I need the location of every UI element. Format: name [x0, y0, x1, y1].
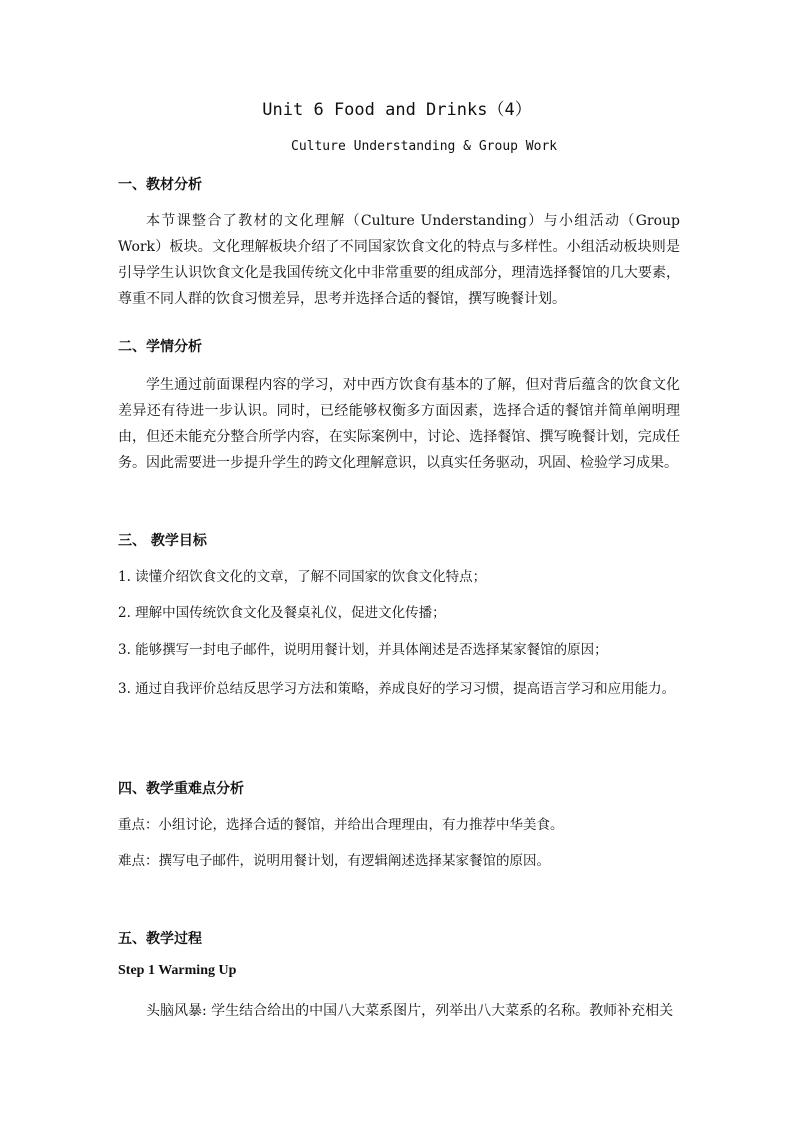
section-heading-key-points: 四、教学重难点分析: [118, 781, 244, 797]
section-heading-teaching-goals: 三、 教学目标: [118, 533, 207, 549]
goal-item-4: 3. 通过自我评价总结反思学习方法和策略，养成良好的学习习惯，提高语言学习和应用能力。: [118, 681, 676, 697]
document-title: Unit 6 Food and Drinks（4）: [262, 100, 532, 120]
section-heading-teaching-process: 五、教学过程: [118, 931, 202, 947]
document-subtitle: Culture Understanding & Group Work: [291, 139, 558, 154]
goal-item-3: 3. 能够撰写一封电子邮件，说明用餐计划，并具体阐述是否选择某家餐馆的原因；: [118, 642, 608, 658]
section-heading-textbook-analysis: 一、教材分析: [118, 177, 202, 193]
goal-item-2: 2. 理解中国传统饮食文化及餐桌礼仪，促进文化传播；: [118, 605, 446, 621]
step-1-heading: Step 1 Warming Up: [118, 963, 237, 978]
goal-item-1: 1. 读懂介绍饮食文化的文章，了解不同国家的饮食文化特点；: [118, 569, 487, 585]
key-point-text: 重点：小组讨论，选择合适的餐馆，并给出合理理由，有力推荐中华美食。: [118, 817, 564, 833]
brainstorm-text: 头脑风暴: 学生结合给出的中国八大菜系图片，列举出八大菜系的名称。教师补充相关: [146, 1003, 674, 1019]
difficulty-text: 难点：撰写电子邮件，说明用餐计划，有逻辑阐述选择某家餐馆的原因。: [118, 853, 550, 869]
student-analysis-paragraph: 学生通过前面课程内容的学习，对中西方饮食有基本的了解，但对背后蕴含的饮食文化差异还有待进一步认识。同时，已经能够权衡多方面因素，选择合适的餐馆并简单阐明理由，但还未能充分整合所学内容，在实际案例中，讨论、选择餐馆、撰写晚餐计划，完成任务。因此需要进一步提升学生的跨文化理解意识，以真实任务驱动，巩固、检验学习成果。: [118, 377, 680, 471]
section-heading-student-analysis: 二、学情分析: [118, 339, 202, 355]
textbook-analysis-paragraph: 本节课整合了教材的文化理解（Culture Understanding）与小组活动（Group Work）板块。文化理解板块介绍了不同国家饮食文化的特点与多样性。小组活动板块则是引导学生认识饮食文化是我国传统文化中非常重要的组成部分，理清选择餐馆的几大要素，尊重不同人群的饮食习惯差异，思考并选择合适的餐馆，撰写晚餐计划。: [118, 213, 680, 307]
